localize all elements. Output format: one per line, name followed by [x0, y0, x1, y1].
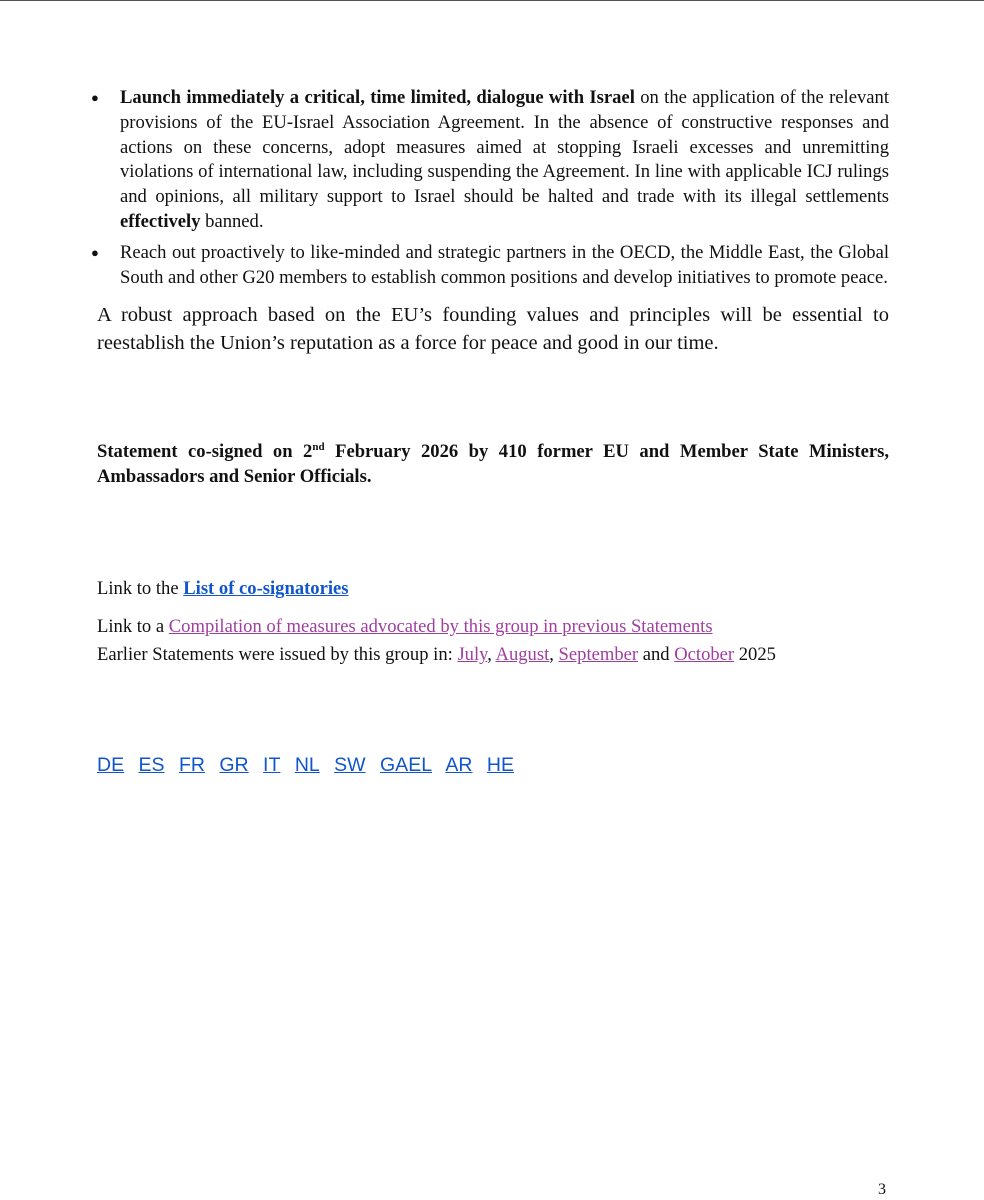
language-link-es[interactable]: ES — [138, 753, 165, 776]
month-link-september[interactable]: September — [558, 643, 639, 665]
separator: , — [487, 643, 496, 665]
compilation-link[interactable]: Compilation of measures advocated by this group in previous Statements — [168, 615, 713, 637]
top-border-line — [0, 0, 984, 1]
closing-paragraph: A robust approach based on the EU’s founding values and principles will be essential to reestablish the Union’s reputation as a force for peace and good in our time. — [97, 304, 889, 354]
month-link-october[interactable]: October — [674, 643, 735, 665]
language-link-ar[interactable]: AR — [445, 753, 473, 776]
statement-text-end: February 2026 by 410 former EU and Member State Ministers, Ambassadors and Senior Officials. — [97, 441, 889, 488]
language-link-de[interactable]: DE — [97, 753, 125, 776]
list-item — [91, 241, 889, 291]
page-number: 3 — [878, 1181, 886, 1198]
bullet-icon: ● — [91, 244, 99, 260]
bullet-text-end: banned. — [200, 210, 264, 232]
language-link-sw[interactable]: SW — [334, 753, 366, 776]
cosignatories-prefix: Link to the — [97, 577, 184, 599]
statement-text: Statement co-signed on 2 — [97, 441, 313, 463]
earlier-statements-line — [97, 641, 889, 669]
language-link-he[interactable]: HE — [486, 753, 514, 776]
separator: , — [549, 643, 559, 665]
list-item — [91, 86, 889, 235]
compilation-line — [97, 613, 889, 641]
language-link-nl[interactable]: NL — [294, 753, 320, 776]
year-suffix: 2025 — [734, 643, 776, 665]
language-link-fr[interactable]: FR — [178, 753, 205, 776]
document-page — [91, 86, 889, 777]
recommendations-list — [91, 86, 889, 290]
statement-cosigned — [97, 440, 889, 490]
month-link-august[interactable]: August — [495, 643, 550, 665]
separator: and — [638, 643, 675, 665]
cosignatories-line — [97, 575, 889, 603]
language-link-it[interactable]: IT — [263, 753, 281, 776]
language-links — [97, 753, 889, 777]
bullet-bold-lead: Launch immediately a critical, time limited, dialogue with Israel — [120, 87, 635, 108]
bullet-text: Reach out proactively to like-minded and strategic partners in the OECD, the Middle East, the Global South and other G20 members to establish common positions and develop initiatives to promote peace. — [120, 241, 889, 288]
bullet-text: on the application of the relevant provisions of the EU-Israel Association Agreement. In the absence of constructive responses and actions on these concerns, adopt measures aimed at stopping Israeli excesses and unremitting violations of international law, including suspending the Agreement. In line with applicable ICJ rulings and opinions, all military support to Israel should be halted and trade with its illegal settlements — [120, 87, 889, 208]
compilation-prefix: Link to a — [97, 615, 169, 637]
language-link-gr[interactable]: GR — [219, 753, 249, 776]
language-link-gael[interactable]: GAEL — [380, 753, 433, 776]
cosignatories-link[interactable]: List of co-signatories — [183, 577, 349, 599]
ordinal-suffix: nd — [312, 441, 325, 454]
links-section — [97, 575, 889, 669]
month-link-july[interactable]: July — [457, 643, 488, 665]
earlier-prefix: Earlier Statements were issued by this group in: — [97, 643, 458, 665]
bullet-bold-emphasis: effectively — [120, 210, 201, 232]
bullet-icon: ● — [91, 90, 99, 105]
